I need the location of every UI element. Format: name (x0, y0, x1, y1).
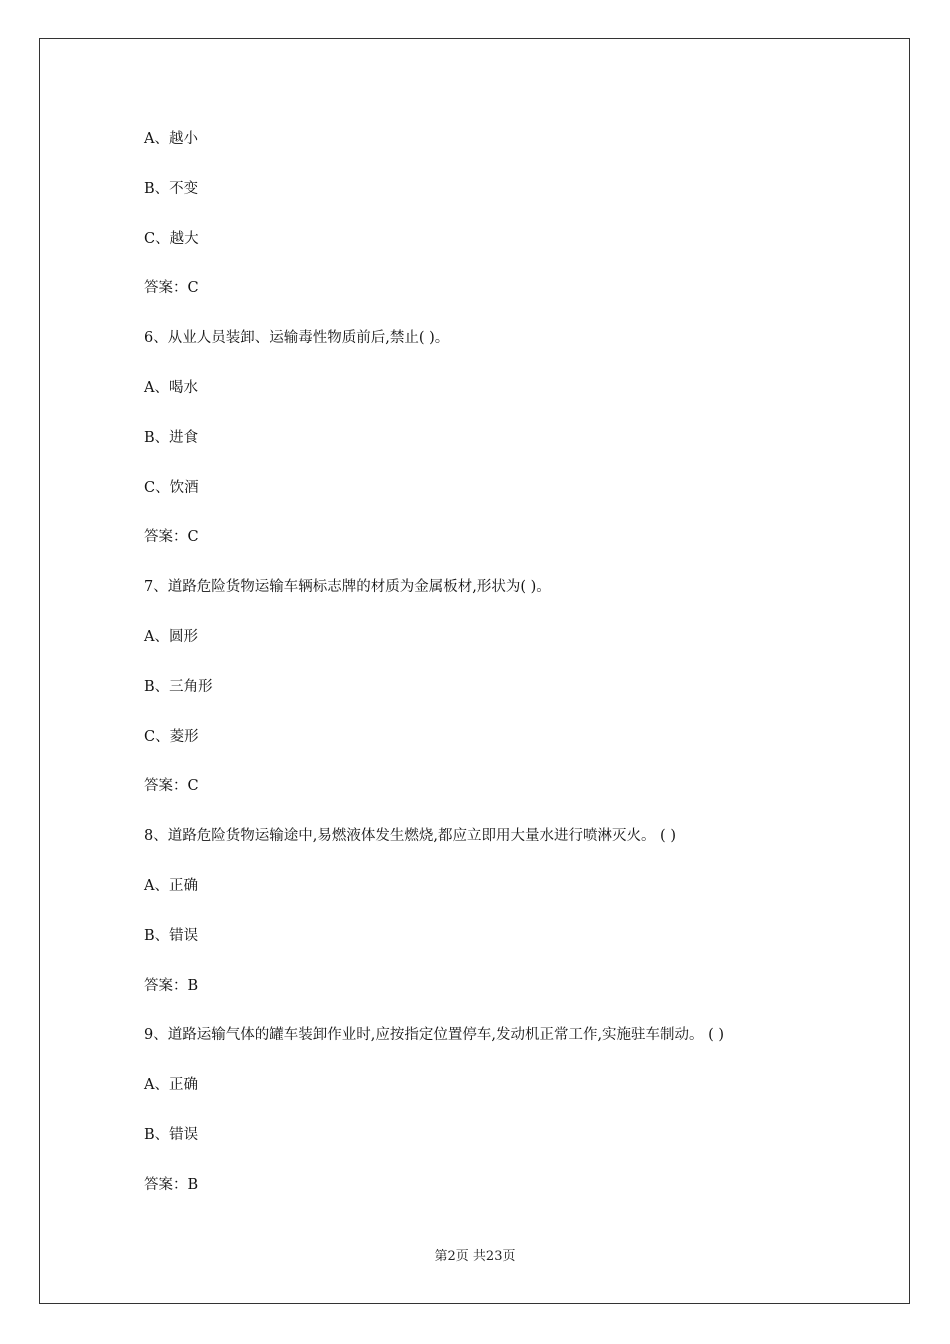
option-b: B、不变 (144, 180, 199, 197)
option-a: A、越小 (144, 131, 198, 147)
question-6: 6、从业人员装卸、运输毒性物质前后,禁止( )。 (144, 330, 450, 347)
page-number: 第2页 共23页 (434, 1249, 516, 1264)
option-c: C、饮酒 (144, 479, 199, 496)
option-b: B、错误 (144, 1126, 199, 1143)
answer: 答案：C (144, 778, 199, 795)
answer: 答案：C (144, 280, 199, 297)
document-body (144, 128, 884, 1224)
option-b: B、三角形 (144, 678, 213, 695)
option-b: B、进食 (144, 429, 199, 446)
option-a: A、正确 (144, 1077, 198, 1094)
option-b: B、错误 (144, 927, 199, 944)
option-a: A、喝水 (144, 379, 198, 396)
answer: 答案：B (144, 977, 199, 994)
answer: 答案：C (144, 529, 199, 546)
question-9: 9、道路运输气体的罐车装卸作业时,应按指定位置停车,发动机正常工作,实施驻车制动。 ( ) (144, 1027, 725, 1044)
answer: 答案：B (144, 1176, 199, 1193)
question-8: 8、道路危险货物运输途中,易燃液体发生燃烧,都应立即用大量水进行喷淋灭火。 ( ) (144, 828, 676, 845)
question-7: 7、道路危险货物运输车辆标志牌的材质为金属板材,形状为( )。 (144, 579, 551, 596)
option-a: A、圆形 (144, 628, 198, 645)
option-a: A、正确 (144, 877, 198, 894)
option-c: C、越大 (144, 230, 199, 247)
option-c: C、菱形 (144, 728, 199, 745)
